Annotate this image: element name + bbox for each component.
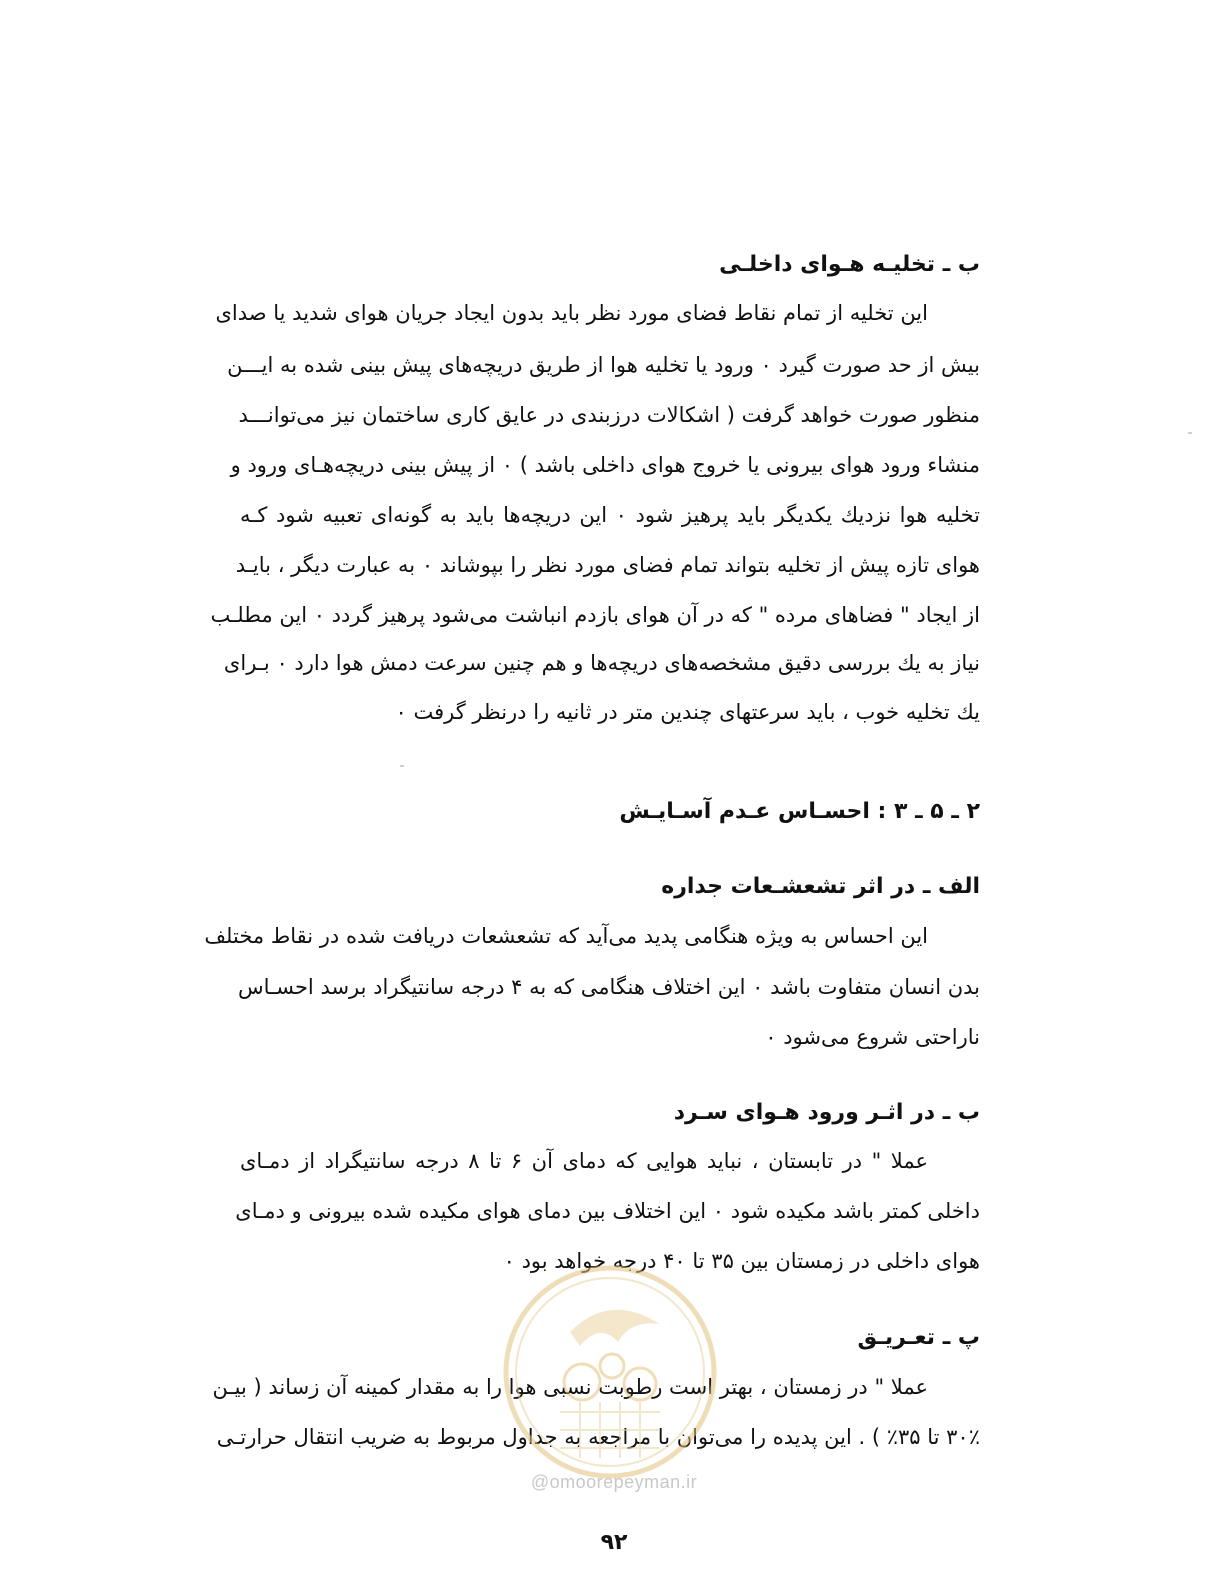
paragraph-line: بیش از حد صورت گیرد ۰ ورود یا تخلیه هوا از طریق دریچه‌های پیش بینی شده به ایـــن — [227, 353, 980, 377]
section-heading-air-exhaust: ب ـ تخلیـه هـوای داخلـی — [719, 252, 980, 277]
paragraph-line: منظور صورت خواهد گرفت ( اشکالات درزبندی در عایق کاری ساختمان نیز می‌توانـــد — [238, 403, 980, 427]
paragraph-line: هوای داخلی در زمستان بین ۳۵ تا ۴۰ درجه خواهد بود ۰ — [503, 1249, 980, 1273]
section-heading-discomfort: ۲ ـ ۵ ـ ۳ : احسـاس عـدم آسـایـش — [619, 799, 980, 824]
watermark-site-label: @omoorepeyman.ir — [530, 1472, 698, 1492]
paragraph-line: هوای تازه پیش از تخلیه بتواند تمام فضای مورد نظر را بپوشاند ۰ به عبارت دیگر ، بایـد — [235, 553, 980, 577]
section-heading-sweating: پ ـ تعـریـق — [857, 1325, 980, 1350]
paragraph-line: بدن انسان متفاوت باشد ۰ این اختلاف هنگامی که به ۴ درجه سانتیگراد برسد احسـاس — [238, 975, 980, 999]
paragraph-line: منشاء ورود هوای بیرونی یا خروج هوای داخلی باشد ) ۰ از پیش بینی دریچه‌هـای ورود و — [230, 453, 980, 477]
paragraph-line: داخلی کمتر باشد مکیده شود ۰ این اختلاف بین دمای هوای مکیده شده بیرونی و دمـای — [235, 1199, 980, 1223]
watermark-logo — [500, 1262, 720, 1482]
paragraph-line: عملا " در زمستان ، بهتر است رطوبت نسبی هوا را به مقدار کمینه آن زساند ( بیـن — [212, 1375, 928, 1399]
paragraph-line: از ایجاد " فضاهای مرده " که در آن هوای بازدم انباشت می‌شود پرهیز گردد ۰ این مطلـب — [210, 603, 980, 627]
paragraph-line: ۳۰٪ تا ۳۵٪ ) . این پدیده را می‌توان با مراجعه به جداول مربوط به ضریب انتقال حرارتـی — [216, 1425, 980, 1449]
paragraph-line: یك تخلیه خوب ، باید سرعتهای چندین متر در ثانیه را درنظر گرفت ۰ — [395, 700, 980, 724]
scan-speck — [1188, 432, 1192, 434]
scan-speck — [400, 765, 404, 767]
paragraph-line: این تخلیه از تمام نقاط فضای مورد نظر باید بدون ایجاد جریان هوای شدید یا صدای — [215, 301, 928, 325]
section-heading-cold-air: ب ـ در اثـر ورود هـوای سـرد — [673, 1100, 980, 1125]
paragraph-line: این احساس به ویژه هنگامی پدید می‌آید که تشعشعات دریافت شده در نقاط مختلف — [204, 924, 928, 948]
paragraph-line: ناراحتی شروع می‌شود ۰ — [765, 1025, 980, 1049]
section-heading-wall-radiation: الف ـ در اثر تشعشـعات جداره — [661, 874, 980, 899]
paragraph-line: تخلیه هوا نزدیك یکدیگر باید پرهیز شود ۰ این دریچه‌ها باید به گونه‌ای تعبیه شود کـه — [240, 503, 980, 527]
paragraph-line: نیاز به یك بررسی دقیق مشخصه‌های دریچه‌ها و هم چنین سرعت دمش هوا دارد ۰ بـرای — [223, 651, 980, 675]
page-number: ۹۲ — [600, 1530, 628, 1555]
paragraph-line: عملا " در تابستان ، نباید هوایی که دمای آن ۶ تا ۸ درجه سانتیگراد از دمـای — [240, 1149, 928, 1173]
